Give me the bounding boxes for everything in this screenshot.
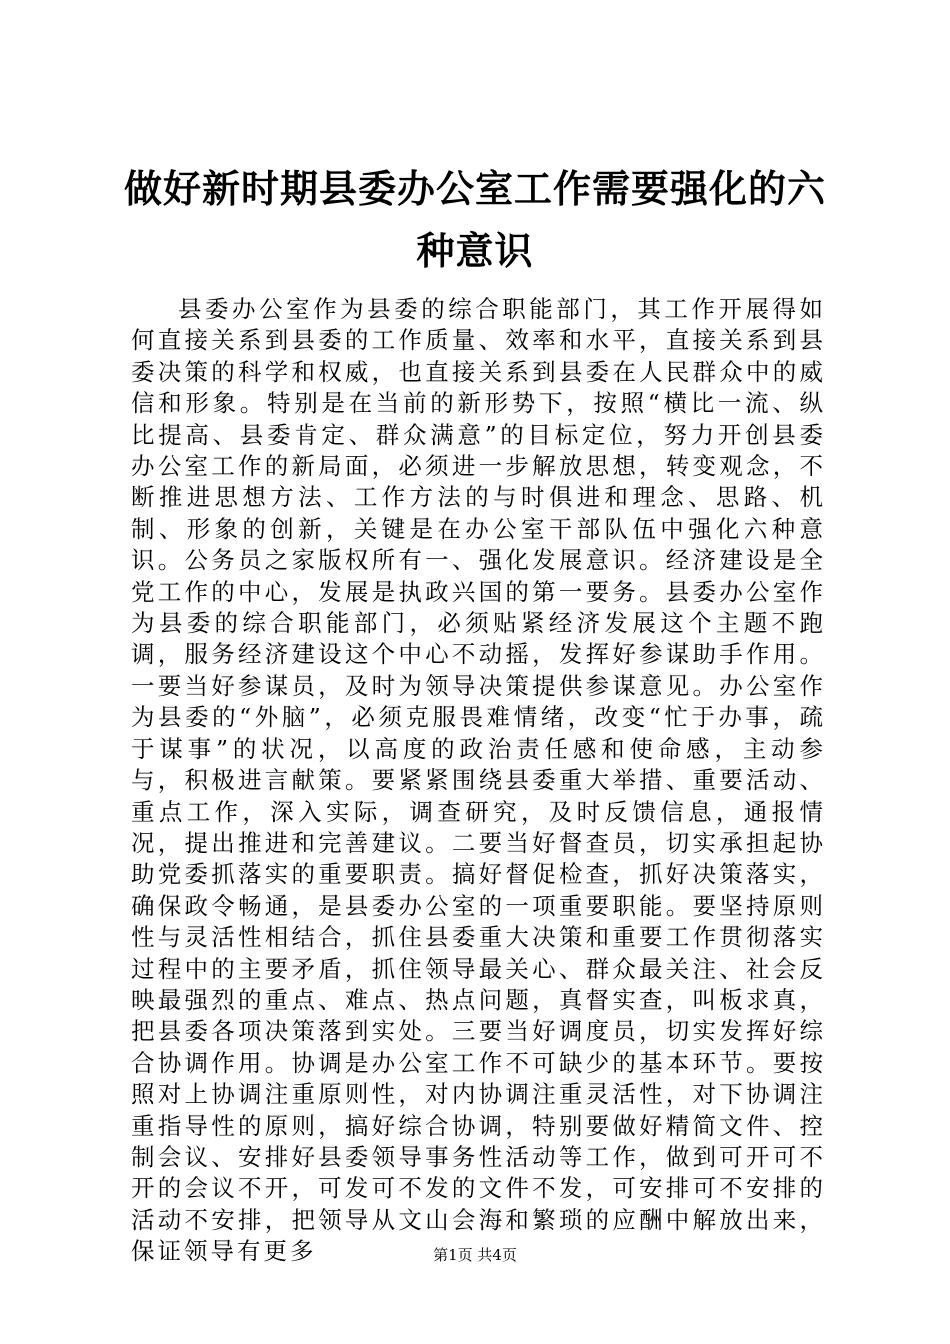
document-title: 做好新时期县委办公室工作需要强化的六种意识 bbox=[123, 167, 826, 273]
body-paragraph: 县委办公室作为县委的综合职能部门，其工作开展得如何直接关系到县委的工作质量、效率和水平，直接关系到县委决策的科学和权威，也直接关系到县委在人民群众中的威信和形象。特别是在当前的新形势下，按照“横比一流、纵比提高、县委肯定、群众满意”的目标定位，努力开创县委办公室工作的新局面，必须进一步解放思想，转变观念，不断推进思想方法、工作方法的与时俱进和理念、思路、机制、形象的创新，关键是在办公室干部队伍中强化六种意识。公务员之家版权所有一、强化发展意识。经济建设是全党工作的中心，发展是执政兴国的第一要务。县委办公室作为县委的综合职能部门，必须贴紧经济发展这个主题不跑调，服务经济建设这个中心不动摇，发挥好参谋助手作用。一要当好参谋员，及时为领导决策提供参谋意见。办公室作为县委的“外脑”，必须克服畏难情绪，改变“忙于办事，疏于谋事”的状况，以高度的政治责任感和使命感，主动参与，积极进言献策。要紧紧围绕县委重大举措、重要活动、重点工作，深入实际，调查研究，及时反馈信息，通报情况，提出推进和完善建议。二要当好督查员，切实承担起协助党委抓落实的重要职责。搞好督促检查，抓好决策落实，确保政令畅通，是县委办公室的一项重要职能。要坚持原则性与灵活性相结合，抓住县委重大决策和重要工作贯彻落实过程中的主要矛盾，抓住领导最关心、群众最关注、社会反映最强烈的重点、难点、热点问题，真督实查，叫板求真，把县委各项决策落到实处。三要当好调度员，切实发挥好综合协调作用。协调是办公室工作不可缺少的基本环节。要按照对上协调注重原则性，对内协调注重灵活性，对下协调注重指导性的原则，搞好综合协调，特别要做好精简文件、控制会议、安排好县委领导事务性活动等工作，做到可开可不开的会议不开，可发可不发的文件不发，可安排可不安排的活动不安排，把领导从文山会海和繁琐的应酬中解放出来，保证领导有更多 bbox=[131, 295, 826, 1266]
page-number: 第1页 共4页 bbox=[433, 1246, 517, 1264]
